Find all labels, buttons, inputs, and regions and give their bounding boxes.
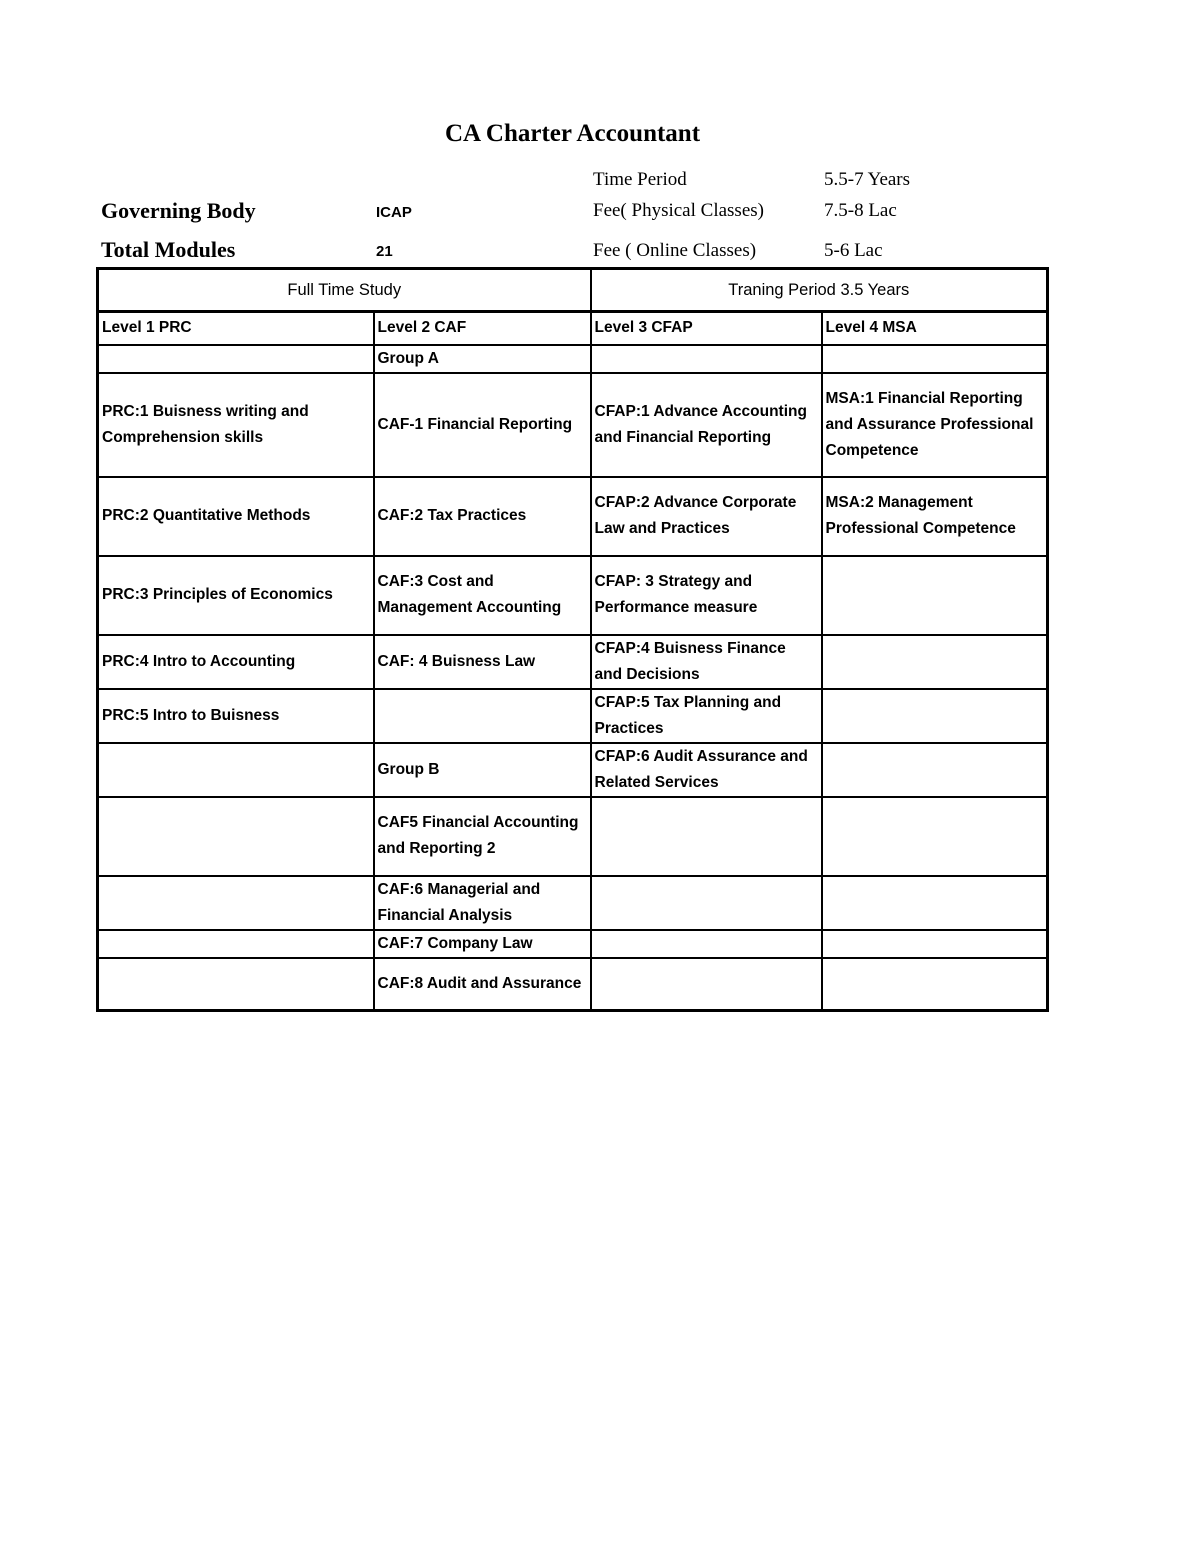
table-cell <box>98 930 374 958</box>
table-cell <box>822 689 1048 743</box>
page-title: CA Charter Accountant <box>444 120 701 147</box>
table-cell <box>822 876 1048 930</box>
curriculum-table <box>96 267 1049 1012</box>
table-cell: CAF:6 Managerial and Financial Analysis <box>374 876 591 930</box>
table-cell: CFAP:4 Buisness Finance and Decisions <box>591 635 822 689</box>
table-cell: CAF:3 Cost and Management Accounting <box>374 556 591 635</box>
table-cell: CAF:2 Tax Practices <box>374 477 591 556</box>
total-modules-label: Total Modules <box>101 237 236 262</box>
table-row <box>98 958 1048 1011</box>
table-cell <box>591 958 822 1011</box>
table-header-row <box>98 269 1048 312</box>
table-cell <box>98 743 374 797</box>
time-period-value: 5.5-7 Years <box>824 169 911 190</box>
table-cell: CFAP:6 Audit Assurance and Related Services <box>591 743 822 797</box>
column-header: Level 4 MSA <box>822 312 1048 345</box>
table-cell <box>591 876 822 930</box>
fee-online-value: 5-6 Lac <box>824 240 883 261</box>
table-row <box>98 876 1048 930</box>
fee-physical-value: 7.5-8 Lac <box>824 200 897 221</box>
table-cell: CFAP:1 Advance Accounting and Financial Reporting <box>591 373 822 477</box>
table-cell <box>822 743 1048 797</box>
table-row <box>98 689 1048 743</box>
table-cell: PRC:1 Buisness writing and Comprehension skills <box>98 373 374 477</box>
column-header-row <box>98 312 1048 345</box>
table-cell <box>98 876 374 930</box>
table-cell <box>822 345 1048 373</box>
table-cell: Group A <box>374 345 591 373</box>
table-row <box>98 797 1048 876</box>
table-cell: PRC:5 Intro to Buisness <box>98 689 374 743</box>
table-cell <box>822 958 1048 1011</box>
table-row <box>98 743 1048 797</box>
table-cell <box>822 797 1048 876</box>
table-cell <box>591 345 822 373</box>
fee-online-label: Fee ( Online Classes) <box>593 240 757 261</box>
table-cell <box>98 958 374 1011</box>
table-cell: CFAP: 3 Strategy and Performance measure <box>591 556 822 635</box>
table-cell <box>591 797 822 876</box>
table-cell: CAF5 Financial Accounting and Reporting 2 <box>374 797 591 876</box>
table-cell <box>822 930 1048 958</box>
table-cell: PRC:3 Principles of Economics <box>98 556 374 635</box>
governing-body-label: Governing Body <box>101 198 256 223</box>
table-cell: PRC:4 Intro to Accounting <box>98 635 374 689</box>
table-row <box>98 930 1048 958</box>
column-header: Level 1 PRC <box>98 312 374 345</box>
table-cell: CAF: 4 Buisness Law <box>374 635 591 689</box>
table-cell: Group B <box>374 743 591 797</box>
table-cell: CAF:8 Audit and Assurance <box>374 958 591 1011</box>
time-period-label: Time Period <box>593 169 687 190</box>
header-training-period: Traning Period 3.5 Years <box>591 269 1048 312</box>
table-cell: CFAP:2 Advance Corporate Law and Practices <box>591 477 822 556</box>
table-cell <box>591 930 822 958</box>
table-row <box>98 635 1048 689</box>
total-modules-value: 21 <box>376 243 393 260</box>
table-cell: CAF-1 Financial Reporting <box>374 373 591 477</box>
table-row <box>98 345 1048 373</box>
table-cell <box>822 635 1048 689</box>
table-cell: CFAP:5 Tax Planning and Practices <box>591 689 822 743</box>
table-cell: MSA:1 Financial Reporting and Assurance Professional Competence <box>822 373 1048 477</box>
table-cell: PRC:2 Quantitative Methods <box>98 477 374 556</box>
table-cell <box>98 345 374 373</box>
governing-body-value: ICAP <box>376 204 412 221</box>
header-full-time-study: Full Time Study <box>98 269 591 312</box>
table-row <box>98 477 1048 556</box>
table-cell <box>374 689 591 743</box>
column-header: Level 2 CAF <box>374 312 591 345</box>
table-cell: CAF:7 Company Law <box>374 930 591 958</box>
column-header: Level 3 CFAP <box>591 312 822 345</box>
table-cell <box>98 797 374 876</box>
table-row <box>98 556 1048 635</box>
fee-physical-label: Fee( Physical Classes) <box>593 200 764 221</box>
table-row <box>98 373 1048 477</box>
table-cell: MSA:2 Management Professional Competence <box>822 477 1048 556</box>
table-cell <box>822 556 1048 635</box>
